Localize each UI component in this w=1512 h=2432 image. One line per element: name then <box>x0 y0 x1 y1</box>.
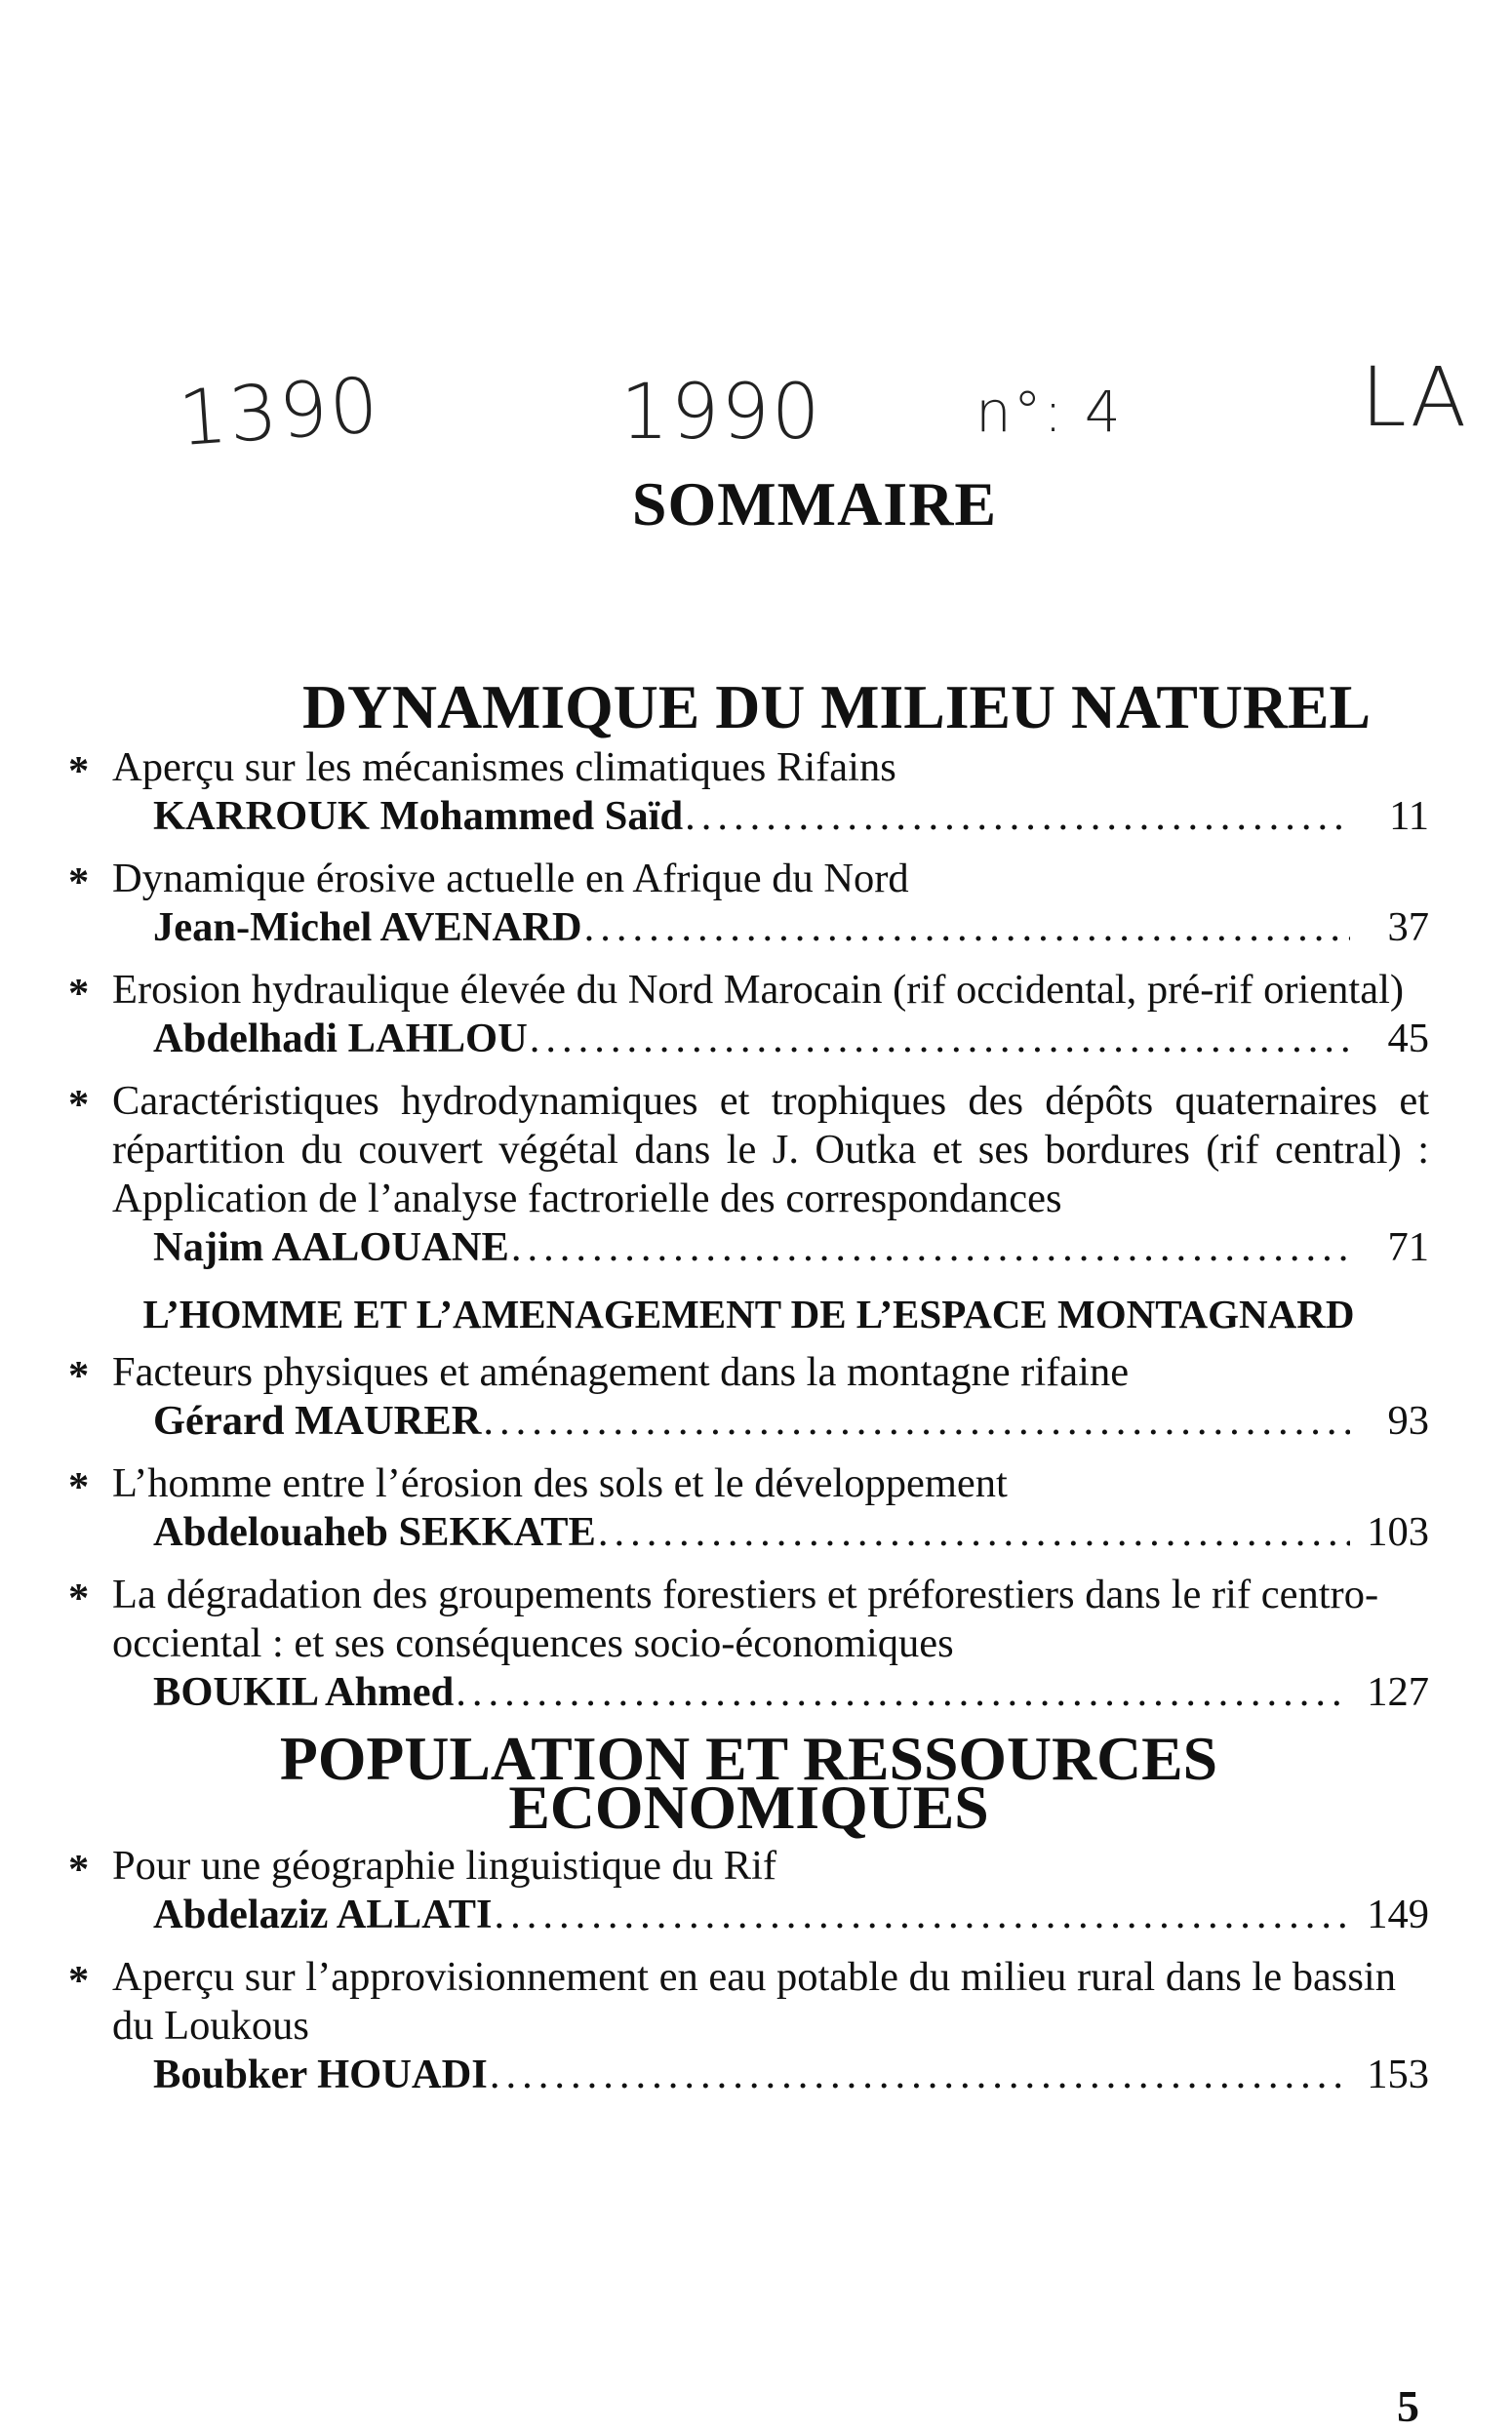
handwritten-annotation-3: n°: 4 <box>975 379 1123 445</box>
author-line <box>112 1508 1429 1557</box>
section-heading: L’HOMME ET L’AMENAGEMENT DE L’ESPACE MONTAGNARD <box>142 1292 1355 1336</box>
entry-page-number: 127 <box>1367 1669 1429 1715</box>
entry-title: Erosion hydraulique élevée du Nord Marocain (rif occidental, pré-rif oriental) <box>112 967 1405 1013</box>
dot-leader <box>530 1015 1350 1063</box>
entry-author: Abdelhadi LAHLOU <box>153 1016 528 1061</box>
author-line <box>112 1891 1429 1939</box>
section-heading: POPULATION ET RESSOURCES ECONOMIQUES <box>279 1724 1218 1842</box>
entry-title: Dynamique érosive actuelle en Afrique du Nord <box>112 856 909 901</box>
toc-entry <box>68 743 1429 841</box>
entry-title: L’homme entre l’érosion des sols et le développement <box>112 1460 1008 1506</box>
author-line <box>112 1015 1429 1063</box>
toc-section <box>68 672 1429 1272</box>
toc-entry <box>68 1953 1429 2099</box>
dot-leader <box>456 1668 1350 1717</box>
entry-page-number: 45 <box>1387 1016 1429 1061</box>
dot-leader <box>495 1891 1350 1939</box>
entry-author: Boubker HOUADI <box>153 2052 488 2097</box>
bullet-asterisk-icon: * <box>68 1353 90 1399</box>
dot-leader <box>483 1397 1350 1446</box>
bullet-asterisk-icon: * <box>68 1464 90 1510</box>
entry-page-number: 153 <box>1367 2052 1429 2097</box>
toc-section <box>68 1290 1429 1717</box>
entry-page-number: 149 <box>1367 1892 1429 1937</box>
entry-author: Najim AALOUANE <box>153 1224 509 1270</box>
entry-author: Abdelouaheb SEKKATE <box>153 1509 596 1555</box>
entry-title: Caractéristiques hydrodynamiques et trophiques des dépôts quaternaires et répartition du couvert végétal dans le J. Outka et ses bordures (rif central) : Application de l’analyse factrorielle des correspondances <box>112 1078 1429 1221</box>
dot-leader <box>584 903 1350 952</box>
entry-page-number: 11 <box>1389 793 1429 839</box>
dot-leader <box>511 1223 1350 1272</box>
entry-author: Gérard MAURER <box>153 1398 482 1444</box>
bullet-asterisk-icon: * <box>68 1575 90 1621</box>
toc-entry <box>68 1842 1429 1939</box>
entry-title: La dégradation des groupements forestiers et préforestiers dans le rif centro-occiental : et ses conséquences socio-économiques <box>112 1572 1379 1666</box>
entry-author: Jean-Michel AVENARD <box>153 904 582 950</box>
toc-entry <box>68 1459 1429 1557</box>
bullet-asterisk-icon: * <box>68 1082 90 1128</box>
author-line <box>112 903 1429 952</box>
author-line <box>112 1397 1429 1446</box>
dot-leader <box>598 1508 1350 1557</box>
toc-entry <box>68 855 1429 952</box>
entry-page-number: 37 <box>1387 904 1429 950</box>
toc-entry <box>68 1077 1429 1272</box>
author-line <box>112 1223 1429 1272</box>
bullet-asterisk-icon: * <box>68 1847 90 1893</box>
page-title: SOMMAIRE <box>631 469 998 538</box>
entry-page-number: 103 <box>1367 1509 1429 1555</box>
bullet-asterisk-icon: * <box>68 859 90 905</box>
toc-section <box>68 1724 1429 2099</box>
toc-entry <box>68 966 1429 1063</box>
handwritten-annotation-1: 1390 <box>176 361 383 464</box>
bullet-asterisk-icon: * <box>68 971 90 1017</box>
page-number: 5 <box>1397 2381 1419 2431</box>
entry-page-number: 93 <box>1387 1398 1429 1444</box>
toc-entry <box>68 1348 1429 1446</box>
dot-leader <box>685 792 1350 841</box>
bullet-asterisk-icon: * <box>68 748 90 794</box>
handwritten-annotation-2: 1990 <box>620 369 822 457</box>
toc-entry <box>68 1571 1429 1717</box>
entry-title: Aperçu sur les mécanismes climatiques Rifains <box>112 744 896 790</box>
dot-leader <box>490 2051 1350 2099</box>
entry-title: Pour une géographie linguistique du Rif <box>112 1843 777 1889</box>
author-line <box>112 1668 1429 1717</box>
table-of-contents <box>68 672 1429 2099</box>
author-line <box>112 2051 1429 2099</box>
bullet-asterisk-icon: * <box>68 1958 90 2004</box>
entry-title: Aperçu sur l’approvisionnement en eau potable du milieu rural dans le bassin du Loukous <box>112 1954 1396 2049</box>
section-heading: DYNAMIQUE DU MILIEU NATUREL <box>301 672 1372 741</box>
entry-page-number: 71 <box>1387 1224 1429 1270</box>
entry-author: Abdelaziz ALLATI <box>153 1892 493 1937</box>
handwritten-annotation-4: LA <box>1361 349 1469 445</box>
entry-author: BOUKIL Ahmed <box>153 1669 455 1715</box>
author-line <box>112 792 1429 841</box>
entry-title: Facteurs physiques et aménagement dans la montagne rifaine <box>112 1349 1130 1395</box>
entry-author: KARROUK Mohammed Saïd <box>153 793 684 839</box>
